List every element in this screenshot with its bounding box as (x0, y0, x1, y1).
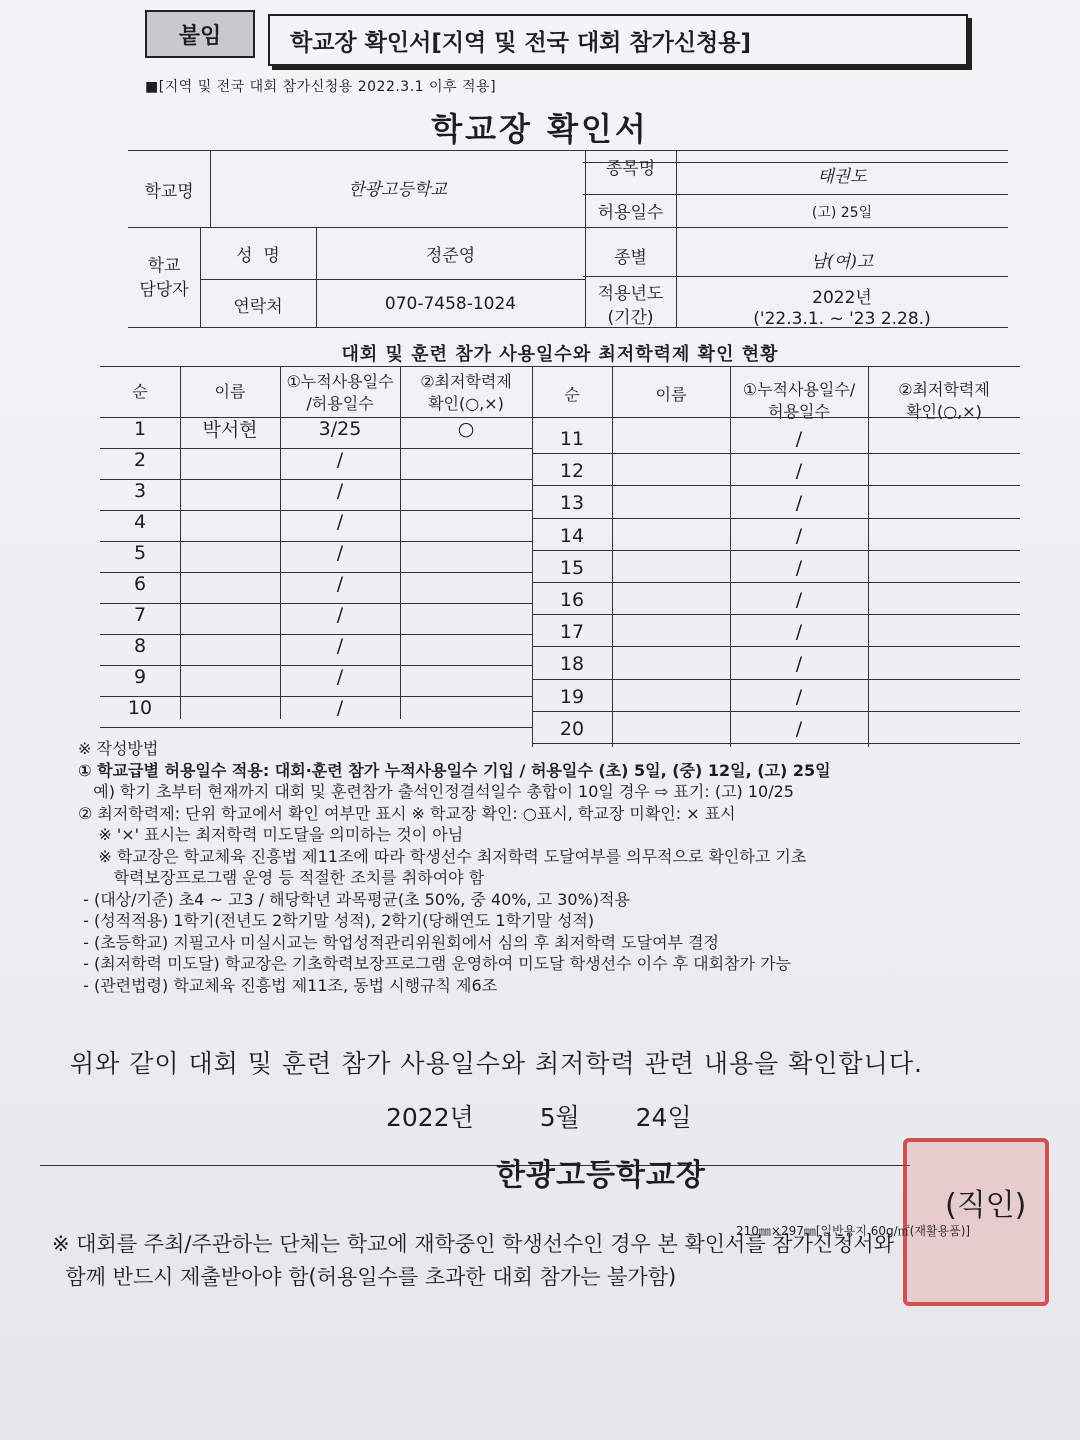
row-check (868, 681, 1020, 713)
footer-note (52, 1228, 1012, 1294)
row-days: / (795, 460, 803, 483)
row-name (180, 568, 280, 599)
note-line: ※ 학교장은 학교체육 진흥법 제11조에 따라 학생선수 최저학력 도달여부를 의무적으로 확인하고 기초 (78, 846, 807, 866)
row-days: / (336, 572, 344, 595)
note-line: - (최저학력 미도달) 학교장은 기초학력보장프로그램 운영하여 미도달 학생선수 이수 후 대회참가 가능 (78, 954, 791, 973)
row-name (612, 616, 730, 648)
col-header-num-right: 순 (564, 385, 580, 404)
type-value: 남(여)고 (810, 251, 874, 272)
row-days: / (795, 492, 803, 515)
row-name (180, 661, 280, 692)
note-line: ① 학교급별 허용일수 적용: 대회·훈련 참가 누적사용일수 기입 / 허용일수 (초) 5일, (중) 12일, (고) 25일 (78, 760, 831, 780)
row-days: 3/25 (318, 417, 362, 440)
col-header-days-right-1: ①누적사용일수/ (742, 380, 856, 399)
note-line: - (초등학교) 지필고사 미실시교는 학업성적관리위원회에서 심의 후 최저학력 도달여부 결정 (78, 932, 719, 952)
manager-label-1: 학교 (147, 255, 181, 276)
row-name (180, 475, 280, 506)
row-name (612, 423, 730, 455)
principal-name: 한광고등학교장 (496, 1158, 706, 1193)
row-name (612, 520, 730, 552)
row-days: / (795, 653, 803, 676)
row-num: 1 (133, 417, 147, 440)
row-num: 13 (559, 492, 585, 515)
row-num: 4 (133, 510, 147, 533)
footer-line-1: ※ 대회를 주최/주관하는 단체는 학교에 재학중인 학생선수인 경우 본 확인서를 참가신청서와 (52, 1232, 895, 1256)
row-check (868, 520, 1020, 552)
attachment-tag: 붙임 (145, 10, 255, 58)
row-check (400, 444, 532, 475)
row-name (180, 692, 280, 723)
row-num: 20 (559, 717, 585, 740)
note-line: 예) 학기 초부터 현재까지 대회 및 훈련참가 출석인정결석일수 총합이 10일 경우 ⇨ 표기: (고) 10/25 (78, 782, 794, 801)
row-days: / (336, 603, 344, 626)
row-num: 15 (559, 556, 585, 579)
table-subtitle: 대회 및 훈련 참가 사용일수와 최저학력제 확인 현황 (341, 344, 779, 365)
row-num: 18 (559, 653, 585, 676)
col-header-min-right-2: 확인(○,×) (906, 402, 982, 421)
notes-section (78, 738, 1068, 996)
participant-table (100, 366, 1020, 747)
row-days: / (336, 634, 344, 657)
contact-value: 070-7458-1024 (384, 294, 517, 314)
date-day: 24일 (635, 1103, 692, 1132)
row-days: / (336, 696, 344, 719)
year-value-2: ('22.3.1. ~ '23 2.28.) (753, 309, 931, 329)
row-check (868, 423, 1020, 455)
footer-line-2: 함께 반드시 제출받아야 함(허용일수를 초과한 대회 참가는 불가함) (52, 1265, 677, 1289)
year-value-1: 2022년 (812, 287, 872, 308)
row-check (400, 537, 532, 568)
row-name: 박서현 (202, 419, 258, 441)
row-num: 9 (133, 665, 147, 688)
row-check (400, 506, 532, 537)
row-num: 12 (559, 460, 585, 483)
seal-label: (직인) (945, 1188, 1027, 1223)
days-label: 허용일수 (597, 203, 664, 223)
row-num: 3 (133, 479, 147, 502)
note-line: 학력보장프로그램 운영 등 적절한 조치를 취하여야 함 (78, 868, 485, 887)
row-num: 16 (559, 589, 585, 612)
row-name (612, 681, 730, 713)
row-days: / (795, 524, 803, 547)
row-name (180, 506, 280, 537)
row-check (868, 487, 1020, 519)
row-check (400, 475, 532, 506)
paper-spec: 210㎜×297㎜[일반용지 60g/㎡(재활용품)] (736, 1224, 971, 1238)
name-value: 정준영 (425, 245, 476, 266)
date-month: 5월 (539, 1103, 580, 1132)
year-label-1: 적용년도 (597, 283, 664, 304)
header-title: 학교장 확인서[지역 및 전국 대회 참가신청용] (268, 14, 968, 66)
row-days: / (795, 717, 803, 740)
row-days: / (795, 621, 803, 644)
row-num: 8 (133, 634, 147, 657)
col-header-days-2: /허용일수 (306, 394, 374, 413)
row-check (868, 552, 1020, 584)
col-header-days-right-2: 허용일수 (768, 402, 830, 421)
row-name (180, 599, 280, 630)
col-header-num: 순 (132, 382, 148, 401)
row-check (868, 616, 1020, 648)
row-check (400, 599, 532, 630)
col-header-days-1: ①누적사용일수 (286, 372, 394, 391)
row-name (180, 630, 280, 661)
row-check (400, 661, 532, 692)
note-line: - (관련법령) 학교체육 진흥법 제11조, 동법 시행규칙 제6조 (78, 975, 498, 995)
row-num: 14 (559, 524, 585, 547)
school-label: 학교명 (144, 181, 194, 202)
days-value: (고) 25일 (811, 205, 873, 221)
col-header-min-right-1: ②최저학력제 (898, 380, 990, 399)
contact-label: 연락처 (233, 296, 283, 317)
row-name (180, 444, 280, 475)
row-days: / (795, 556, 803, 579)
row-check (400, 692, 532, 723)
row-num: 10 (127, 696, 153, 719)
note-line: - (성적적용) 1학기(전년도 2학기말 성적), 2학기(당해연도 1학기말 성적) (78, 911, 595, 930)
row-days: / (336, 510, 344, 533)
year-label-2: (기간) (607, 307, 654, 328)
note-line: - (대상/기준) 초4 ~ 고3 / 해당학년 과목평균(초 50%, 중 40%, 고 30%)적용 (78, 889, 630, 909)
name-label: 성 명 (236, 245, 280, 266)
col-header-min-1: ②최저학력제 (420, 372, 512, 391)
row-check (400, 630, 532, 661)
row-num: 11 (559, 428, 585, 451)
row-num: 7 (133, 603, 147, 626)
info-table (128, 150, 1008, 328)
row-days: / (336, 665, 344, 688)
row-check: ○ (457, 417, 475, 440)
row-days: / (336, 448, 344, 471)
row-days: / (795, 589, 803, 612)
row-num: 5 (133, 541, 147, 564)
row-days: / (795, 428, 803, 451)
row-num: 6 (133, 572, 147, 595)
notes-heading: ※ 작성방법 (78, 739, 159, 758)
page-title: 학교장 확인서 (431, 110, 649, 148)
manager-label-2: 담당자 (139, 279, 189, 300)
note-line: ② 최저학력제: 단위 학교에서 확인 여부만 표시 ※ 학교장 확인: ○표시, 학교장 미확인: × 표시 (78, 803, 736, 823)
col-header-name: 이름 (214, 382, 246, 401)
row-name (612, 584, 730, 616)
event-label: 종목명 (605, 158, 656, 179)
row-check (400, 568, 532, 599)
row-days: / (795, 685, 803, 708)
row-name (180, 537, 280, 568)
col-header-min-2: 확인(○,×) (428, 394, 504, 413)
row-num: 17 (559, 621, 585, 644)
confirm-statement: 위와 같이 대회 및 훈련 참가 사용일수와 최저학력 관련 내용을 확인합니다. (70, 1049, 923, 1078)
type-label: 종별 (614, 247, 647, 268)
row-name (612, 552, 730, 584)
row-name (612, 487, 730, 519)
date-year: 2022년 (386, 1103, 474, 1132)
row-num: 19 (559, 685, 585, 708)
row-check (868, 648, 1020, 680)
col-header-name-right: 이름 (655, 385, 687, 404)
event-value: 태권도 (817, 166, 867, 187)
signature-line (40, 1165, 910, 1166)
row-num: 2 (133, 448, 147, 471)
note-line: ※ '×' 표시는 최저학력 미도달을 의미하는 것이 아님 (78, 825, 464, 844)
row-name (612, 455, 730, 487)
row-days: / (336, 541, 344, 564)
row-name (612, 648, 730, 680)
row-check (868, 584, 1020, 616)
row-days: / (336, 479, 344, 502)
applies-note: ■[지역 및 전국 대회 참가신청용 2022.3.1 이후 적용] (145, 79, 497, 95)
school-value: 한광고등학교 (348, 179, 447, 200)
issue-date (386, 1098, 692, 1134)
row-check (868, 455, 1020, 487)
